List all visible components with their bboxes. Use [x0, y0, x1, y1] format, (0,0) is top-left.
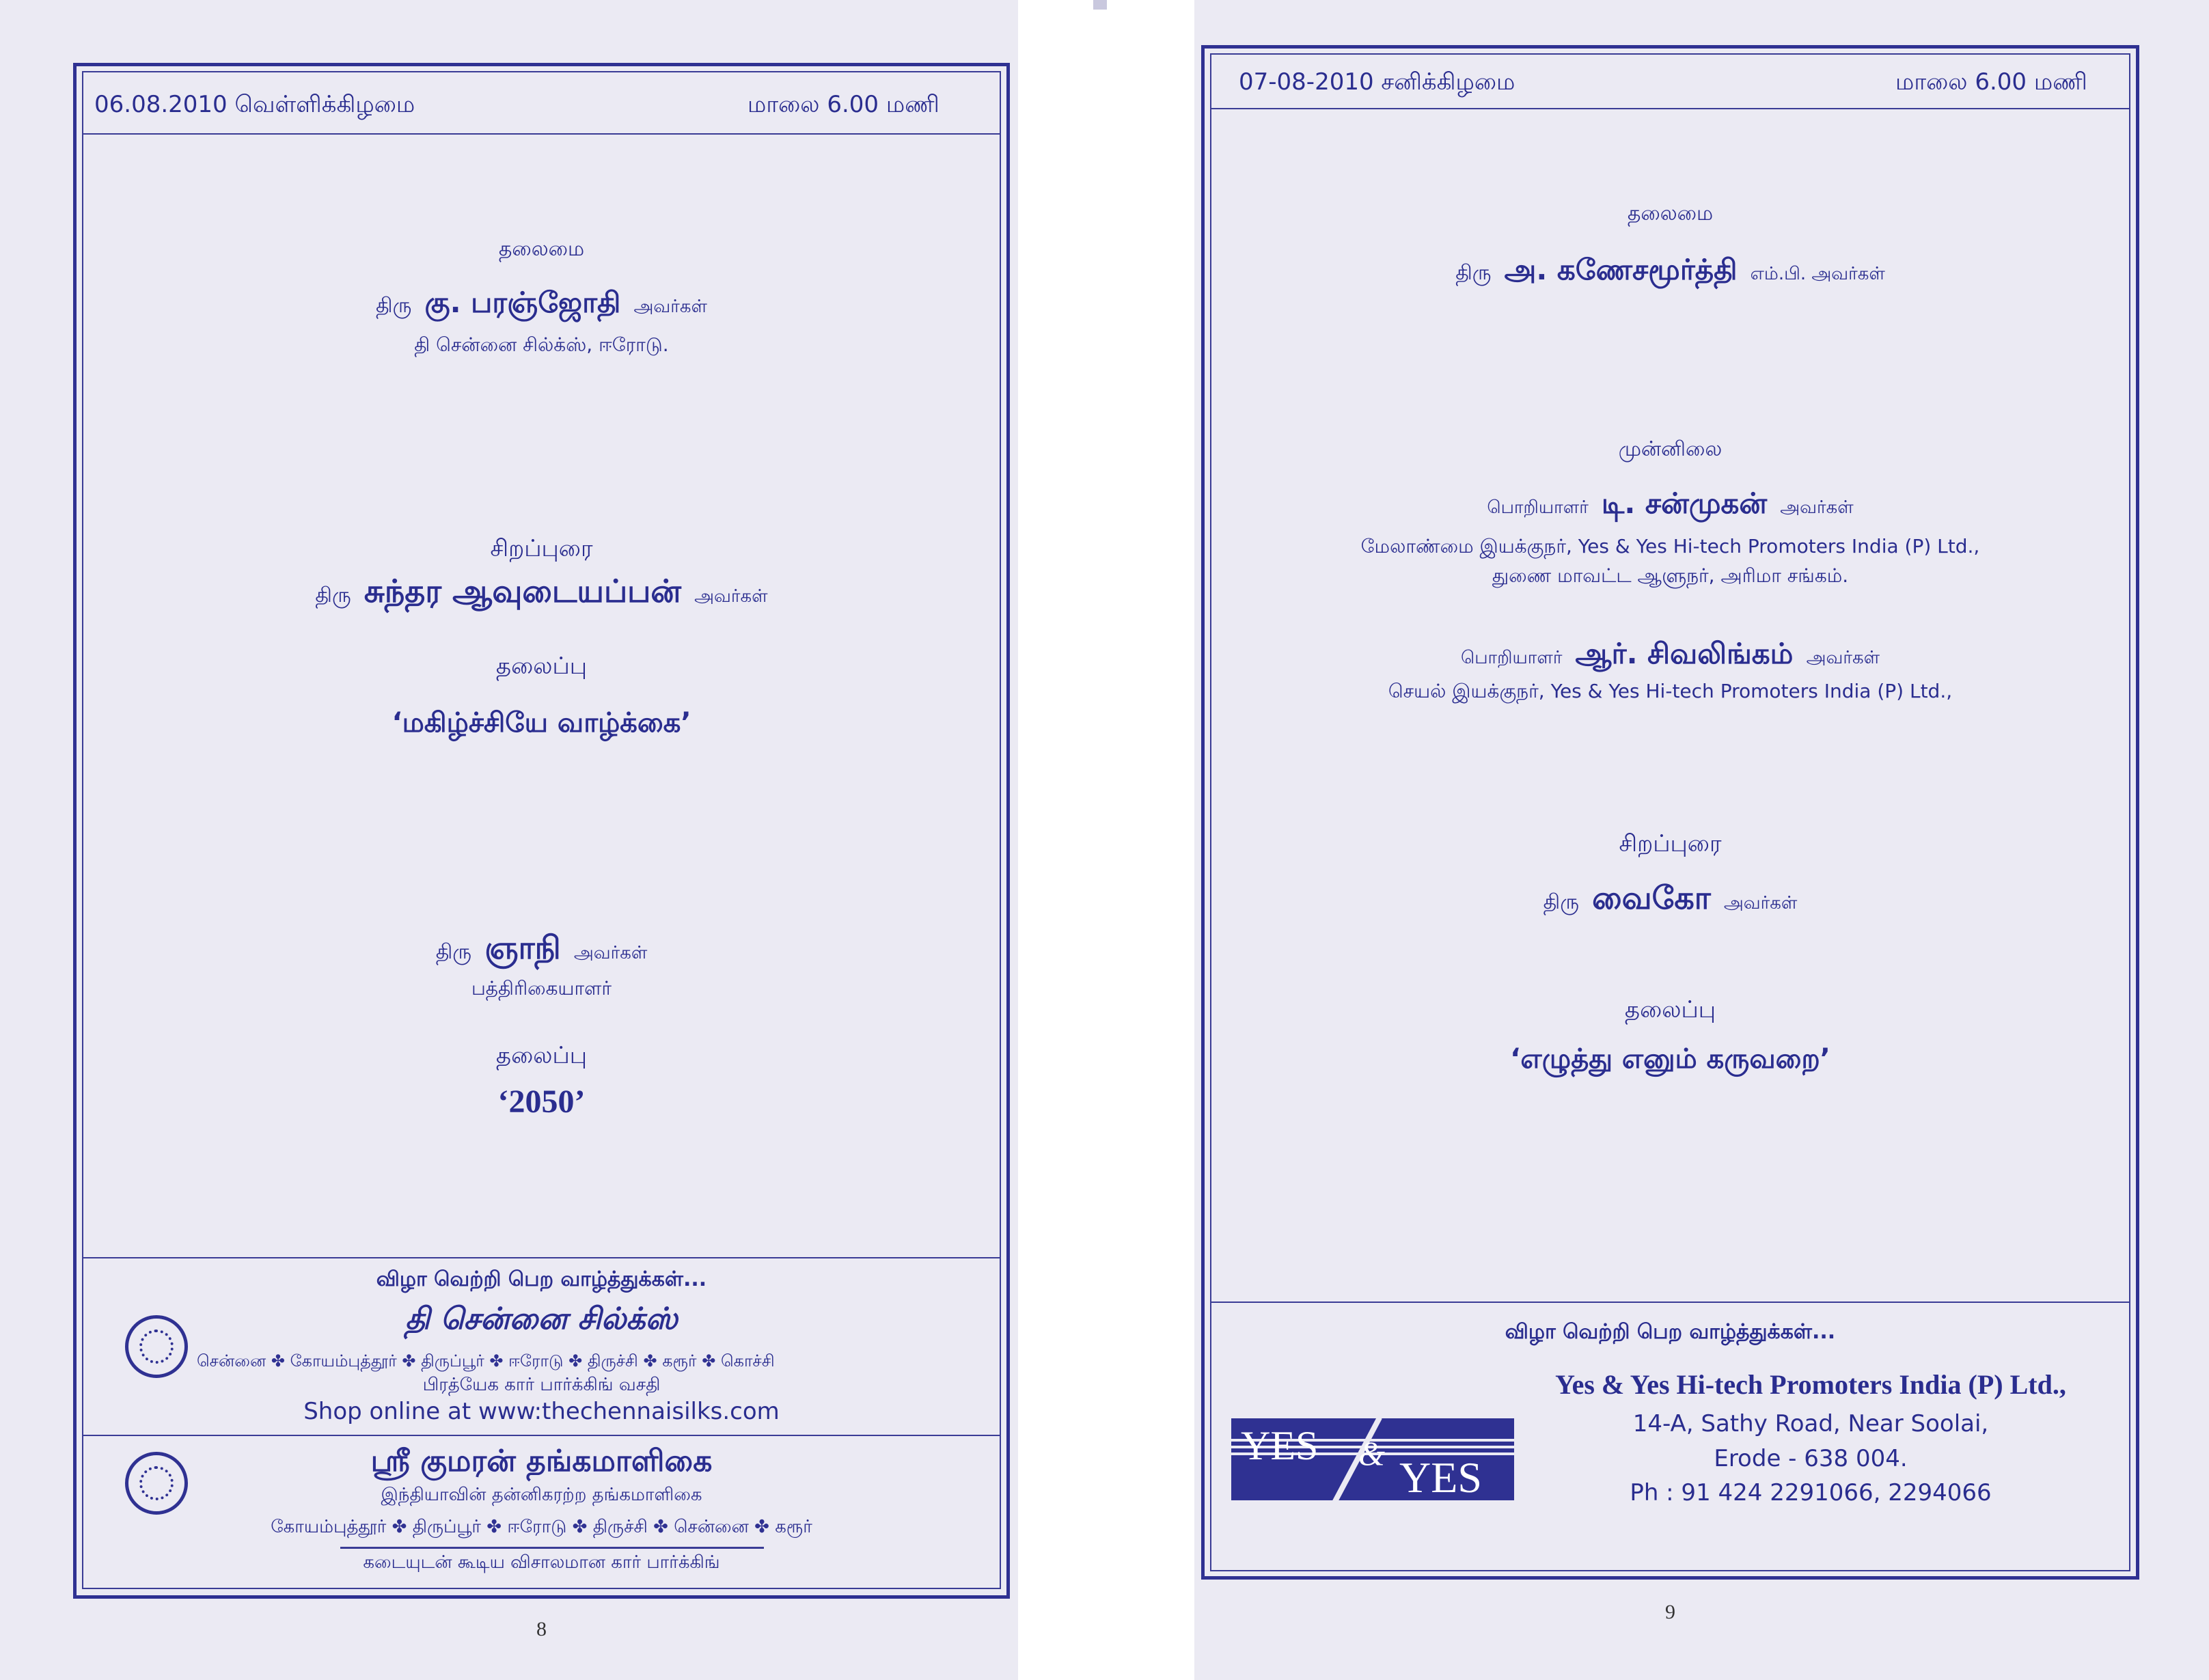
right-ad-divider [1210, 1302, 2130, 1303]
left-ad1-wishes: விழா வெற்றி பெற வாழ்த்துக்கள்... [376, 1267, 707, 1291]
left-ad1-online: Shop online at www:thechennaisilks.com [303, 1398, 780, 1425]
right-page-number: 9 [1665, 1601, 1675, 1623]
left-page-number: 8 [536, 1618, 547, 1640]
city-separator-icon: ✤ [266, 1351, 290, 1371]
right-presence-line [1210, 486, 2130, 524]
logo-word-yes-1: YES [1241, 1423, 1319, 1468]
city-separator-icon: ✤ [484, 1351, 509, 1371]
right-presence-name: டி. சன்முகன் [1601, 486, 1768, 520]
right-ad-wishes: விழா வெற்றி பெற வாழ்த்துக்கள்... [1505, 1320, 1836, 1344]
right-presence-heading: முன்னிலை [1618, 437, 1723, 461]
left-ad2-underline [340, 1547, 764, 1549]
logo-ampersand: & [1358, 1434, 1385, 1472]
ad2-city: ஈரோடு [507, 1517, 567, 1537]
left-chair-line [82, 286, 1001, 323]
ad1-city: திருச்சி [587, 1351, 638, 1371]
right-second-title: செயல் இயக்குநர், Yes & Yes Hi-tech Promoters India (P) Ltd., [1388, 680, 1953, 702]
left-third-topic-label: தலைப்பு [495, 1042, 588, 1069]
right-special-line [1210, 879, 2130, 921]
left-special-heading: சிறப்புரை [490, 535, 593, 562]
right-chair-prefix: திரு [1455, 261, 1492, 285]
left-special-line [82, 573, 1001, 614]
right-second-name: ஆர். சிவலிங்கம் [1575, 637, 1794, 670]
ad1-city: கோயம்புத்தூர் [290, 1351, 397, 1371]
left-chair-name: கு. பரஞ்ஜோதி [424, 286, 621, 319]
left-special-topic: ‘மகிழ்ச்சியே வாழ்க்கை’ [392, 707, 691, 739]
left-third-name: ஞாநி [484, 929, 561, 966]
right-ad-address2: Erode - 638 004. [1714, 1445, 1908, 1472]
right-time: மாலை 6.00 மணி [1895, 68, 2087, 96]
right-chair-name: அ. கணேசமூர்த்தி [1504, 253, 1738, 286]
left-third-line [82, 929, 1001, 971]
left-chair-suffix: அவர்கள் [633, 297, 707, 317]
right-ad-address1: 14-A, Sathy Road, Near Soolai, [1632, 1410, 1989, 1437]
left-special-suffix: அவர்கள் [694, 586, 768, 607]
left-third-suffix: அவர்கள் [573, 943, 648, 963]
right-date: 07-08-2010 சனிக்கிழமை [1239, 68, 1515, 96]
ad1-city: ஈரோடு [508, 1351, 564, 1371]
left-ad2-name: ஸ்ரீ குமரன் தங்கமாளிகை [370, 1444, 713, 1478]
right-special-heading: சிறப்புரை [1619, 830, 1722, 857]
right-ad-company: Yes & Yes Hi-tech Promoters India (P) Ltd., [1555, 1369, 2066, 1400]
page-gutter [1018, 0, 1194, 1680]
ad1-city: கொச்சி [720, 1351, 775, 1371]
city-separator-icon: ✤ [386, 1517, 413, 1537]
right-header-divider [1210, 108, 2130, 109]
ad2-city: திருப்பூர் [412, 1517, 482, 1537]
left-ad2-tagline: இந்தியாவின் தன்னிகரற்ற தங்கமாளிகை [381, 1485, 702, 1505]
left-ad1-parking: பிரத்யேக கார் பார்க்கிங் வசதி [422, 1375, 661, 1395]
left-ad1-name: தி சென்னை சில்க்ஸ் [405, 1302, 678, 1336]
city-separator-icon: ✤ [647, 1517, 674, 1537]
left-ad1-cities [197, 1351, 775, 1373]
left-chair-org: தி சென்னை சில்க்ஸ், ஈரோடு. [414, 333, 669, 356]
left-special-prefix: திரு [315, 583, 351, 607]
right-chair-heading: தலைமை [1627, 202, 1714, 225]
right-special-topic: ‘எழுத்து எனும் கருவறை’ [1510, 1043, 1830, 1075]
right-special-suffix: அவர்கள் [1723, 893, 1798, 913]
left-date: 06.08.2010 வெள்ளிக்கிழமை [94, 91, 415, 118]
city-separator-icon: ✤ [396, 1351, 422, 1371]
right-special-topic-label: தலைப்பு [1624, 996, 1716, 1023]
left-ad2-divider [82, 1435, 1001, 1436]
gutter-shadow [1093, 0, 1107, 10]
left-header-divider [82, 133, 1001, 135]
city-separator-icon: ✤ [481, 1517, 508, 1537]
city-separator-icon: ✤ [748, 1517, 776, 1537]
left-ad2-cities [82, 1517, 1001, 1539]
ad2-city: திருச்சி [592, 1517, 648, 1537]
city-separator-icon: ✤ [637, 1351, 663, 1371]
right-special-prefix: திரு [1543, 890, 1580, 914]
left-third-prefix: திரு [435, 940, 472, 964]
right-second-suffix: அவர்கள் [1806, 648, 1880, 668]
right-second-prefix: பொறியாளர் [1460, 648, 1563, 668]
chennai-silks-emblem-icon [125, 1315, 188, 1378]
left-third-topic: ‘2050’ [497, 1084, 586, 1120]
left-time: மாலை 6.00 மணி [747, 91, 939, 118]
city-separator-icon: ✤ [563, 1351, 588, 1371]
left-special-name: சுந்தர ஆவுடையப்பன் [363, 573, 682, 609]
right-second-line [1210, 637, 2130, 674]
right-ad-phone: Ph : 91 424 2291066, 2294066 [1630, 1479, 1992, 1506]
right-chair-suffix: எம்.பி. அவர்கள் [1750, 264, 1885, 284]
ad1-city: திருப்பூர் [421, 1351, 484, 1371]
left-ad2-parking: கடையுடன் கூடிய விசாலமான கார் பார்க்கிங் [363, 1552, 720, 1573]
ad2-city: கரூர் [775, 1517, 812, 1537]
ad1-city: கரூர் [662, 1351, 697, 1371]
ad1-city: சென்னை [197, 1351, 266, 1371]
right-presence-title1: மேலாண்மை இயக்குநர், Yes & Yes Hi-tech Promoters India (P) Ltd., [1360, 535, 1980, 557]
left-ad-divider [82, 1257, 1001, 1258]
city-separator-icon: ✤ [566, 1517, 593, 1537]
left-special-topic-label: தலைப்பு [495, 652, 588, 680]
city-separator-icon: ✤ [696, 1351, 721, 1371]
left-chair-heading: தலைமை [498, 237, 585, 261]
ad2-city: சென்னை [674, 1517, 749, 1537]
ad2-city: கோயம்புத்தூர் [271, 1517, 387, 1537]
right-chair-line [1210, 253, 2130, 290]
logo-word-yes-2: YES [1399, 1453, 1482, 1500]
left-third-role: பத்திரிகையாளர் [471, 977, 612, 1000]
right-special-name: வைகோ [1592, 879, 1711, 916]
right-presence-prefix: பொறியாளர் [1487, 497, 1589, 518]
left-chair-prefix: திரு [376, 294, 412, 318]
yes-and-yes-logo [1231, 1418, 1514, 1500]
right-presence-suffix: அவர்கள் [1780, 497, 1854, 518]
right-presence-title2: துணை மாவட்ட ஆளுநர், அரிமா சங்கம். [1492, 564, 1849, 587]
